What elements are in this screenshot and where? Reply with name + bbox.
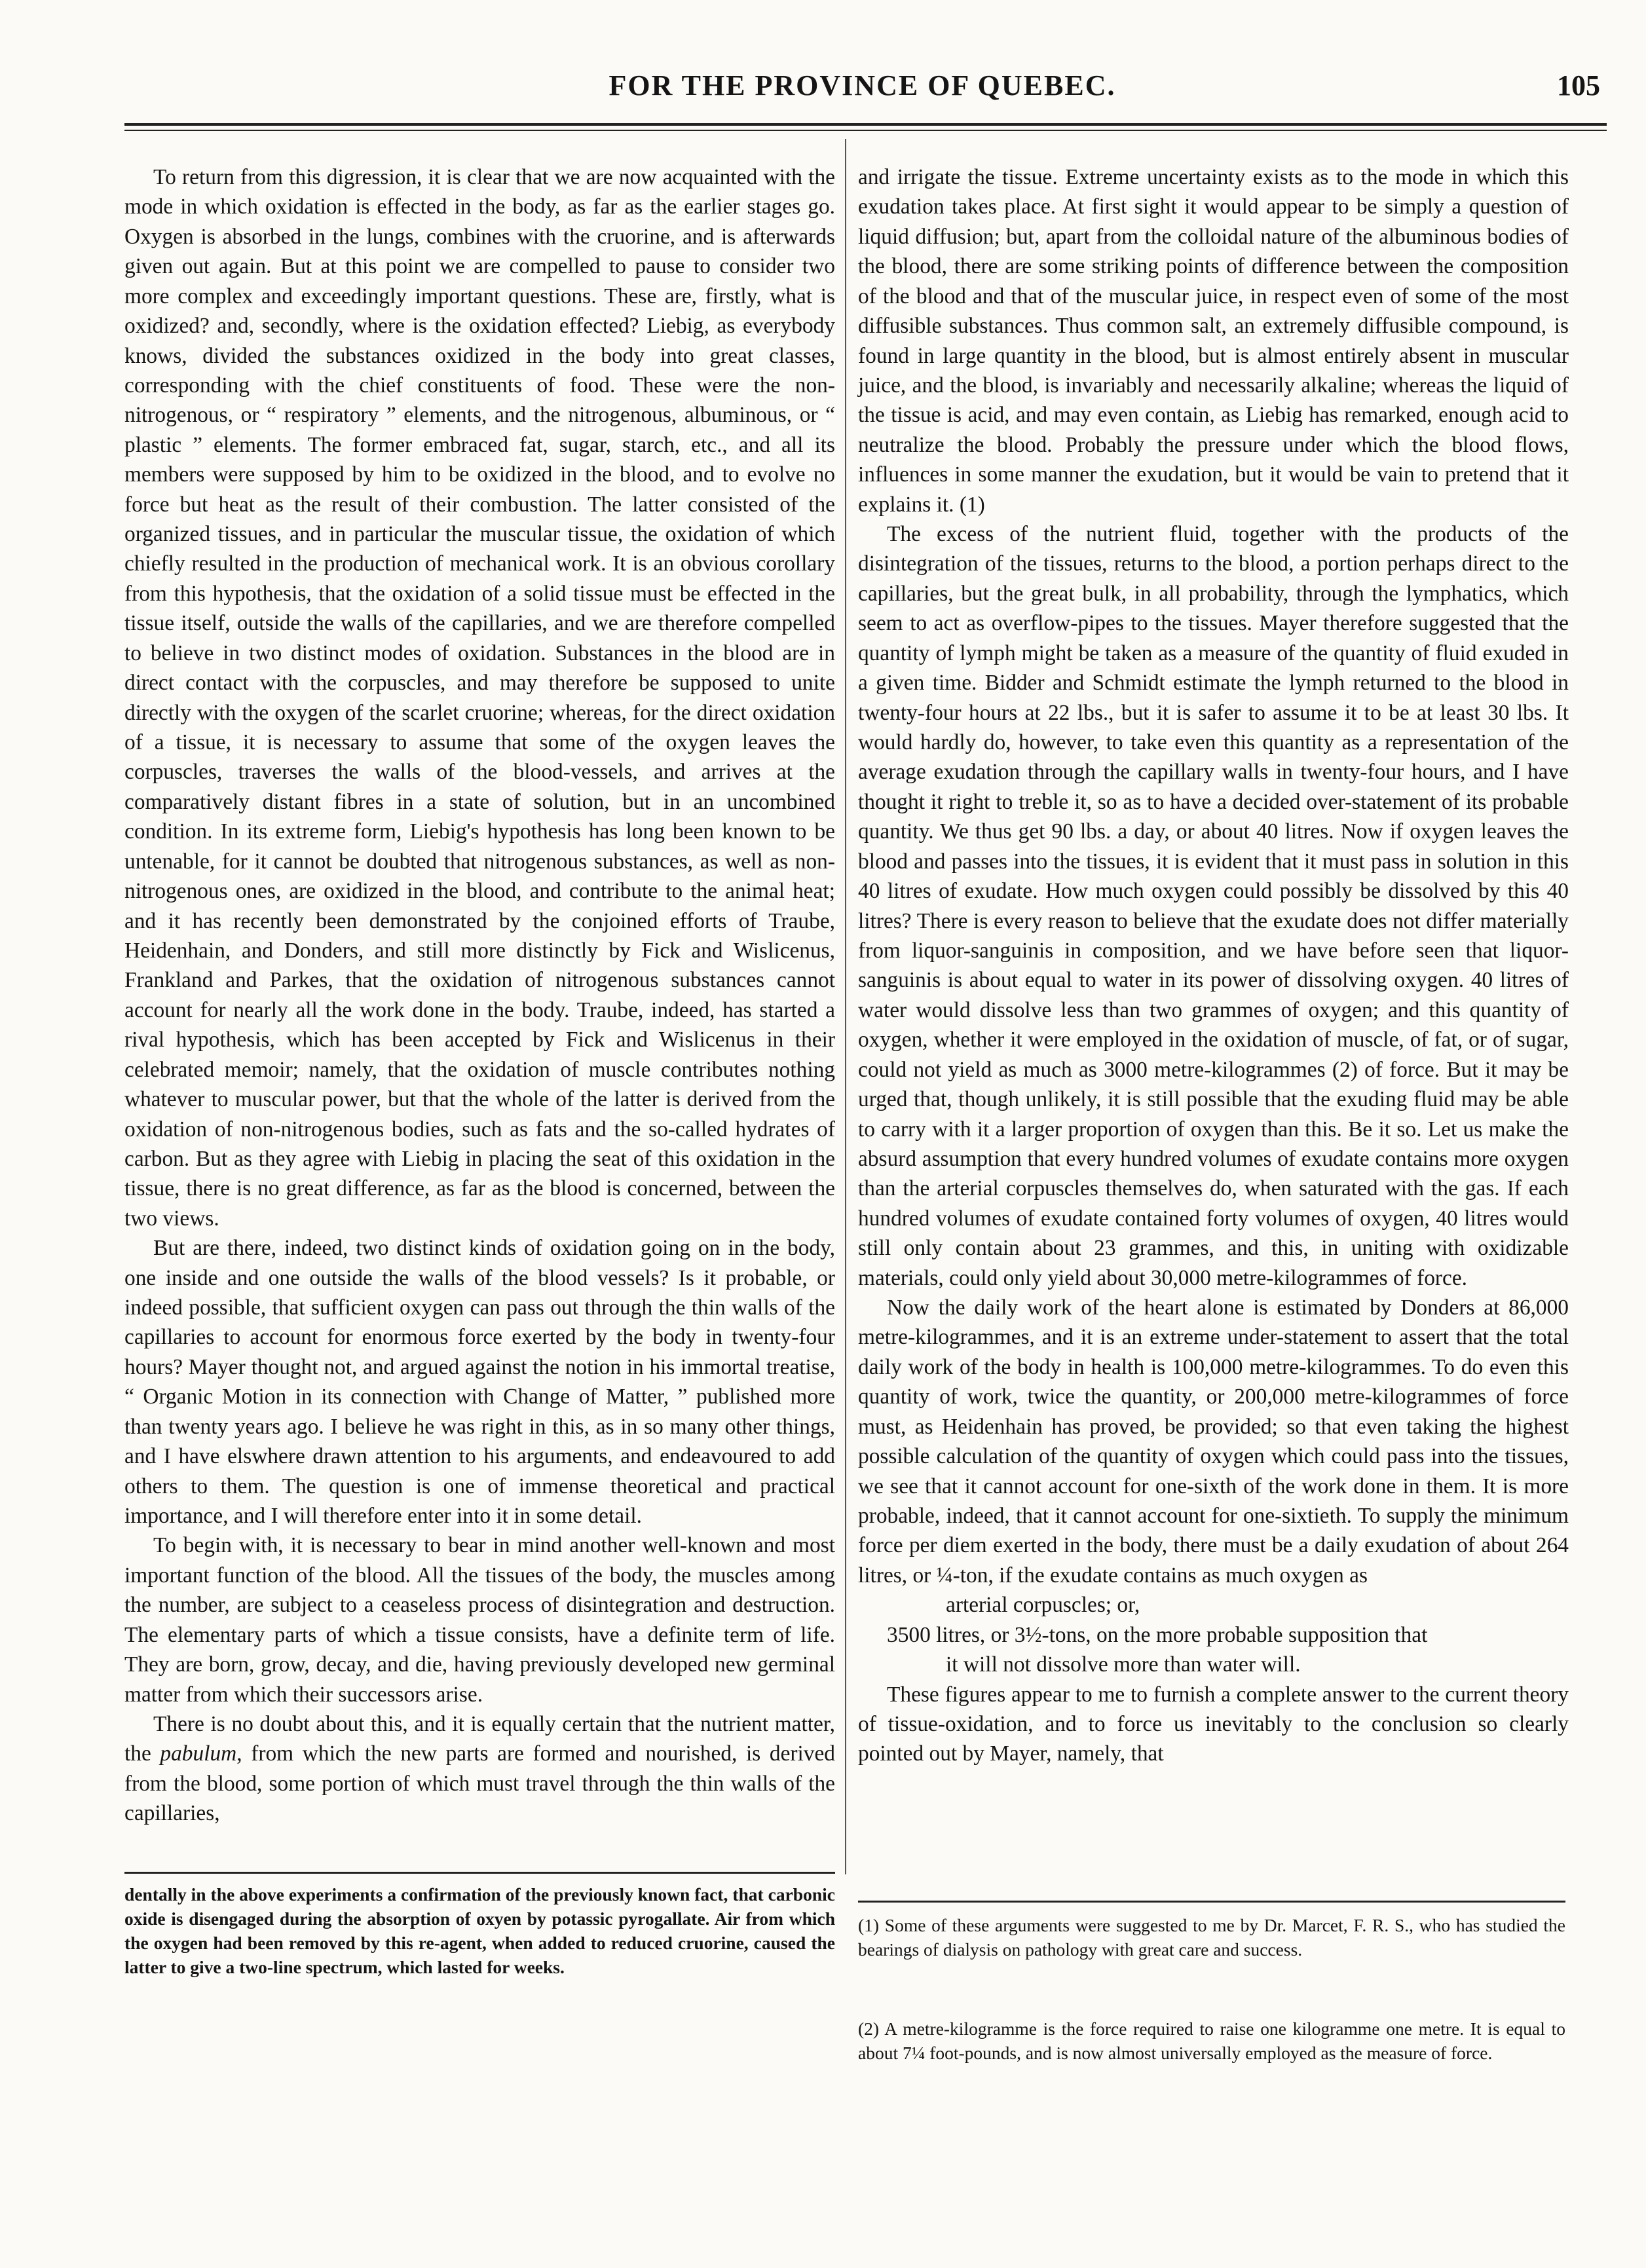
pabulum-term: pabulum xyxy=(160,1741,237,1766)
column-divider xyxy=(845,139,846,1874)
footnote-2: (2) A metre-kilogramme is the force required to raise one kilogramme one metre. It is equal to about 7¼ foot-pounds, and is now almost universally employed as the measure of force. xyxy=(858,2018,1565,2063)
left-paragraph-4-start: There is no doubt about this, and it is equally certain that the nutrient matter, the xyxy=(124,1711,835,1766)
right-paragraph-4: These figures appear to me to furnish a complete answer to the current theory of tissue-oxidation, and to force us inevitably to the conclusion so clearly pointed out by Mayer, namely, that xyxy=(858,1682,1569,1766)
right-column xyxy=(858,162,1569,1870)
left-paragraph-4 xyxy=(124,1709,835,1829)
right-paragraph-3: Now the daily work of the heart alone is estimated by Donders at 86,000 metre-kilogrammes, and it is an extreme under-statement to assert that the total daily work of the body in health is 100,000 metre-kilogrammes. To do even this quantity of work, twice the quantity, or 200,000 metre-kilogrammes of force must, as Heidenhain has proved, be provided; so that even taking the highest possible calculation of the quantity of oxygen which could pass into the tissues, we see that it cannot account for one-sixth of the work done in them. It is more probable, indeed, that it cannot account for one-sixtieth. To supply the minimum force per diem exerted in the body, there must be a daily exudation of about 264 litres, or ¼-ton, if the exudate contains as much oxygen as xyxy=(858,1295,1569,1588)
right-footnote-rule xyxy=(858,1901,1565,1903)
right-paragraph-1: and irrigate the tissue. Extreme uncertainty exists as to the mode in which this exudation takes place. At first sight it would appear to be simply a question of liquid diffusion; but, apart from the colloidal nature of the albuminous bodies of the blood, there are some striking points of difference between the composition of the blood and that of the muscular juice, in respect even of some of the most diffusible substances. Thus common salt, an extremely diffusible compound, is found in large quantity in the blood, but is almost entirely absent in muscular juice, and the blood, is invariably and necessarily alkaline; whereas the liquid of the tissue is acid, and may even contain, as Liebig has remarked, enough acid to neutralize the blood. Probably the pressure under which the blood flows, influences in some manner the exudation, but it would be vain to pretend that it explains it. (1) xyxy=(858,165,1569,517)
left-footnote-rule xyxy=(124,1872,835,1874)
list-line-1: arterial corpuscles; or, xyxy=(946,1593,1140,1618)
right-paragraph-2: The excess of the nutrient fluid, together with the products of the disintegration of the tissues, returns to the blood, a portion perhaps direct to the capillaries, but the great bulk, in all probability, through the lymphatics, which seem to act as overflow-pipes to the tissues. Mayer therefore suggested that the quantity of lymph might be taken as a measure of the quantity of fluid exuded in a given time. Bidder and Schmidt estimate the lymph returned to the blood in twenty-four hours at 22 lbs., but it is safer to assume it to be at least 30 lbs. It would hardly do, however, to take even this quantity as a representation of the average exudation through the capillary walls in twenty-four hours, and I have thought it right to treble it, so as to have a decided over-statement of its probable quantity. We thus get 90 lbs. a day, or about 40 litres. Now if oxygen leaves the blood and passes into the tissues, it is evident that it must pass in solution in this 40 litres of exudate. How much oxygen could possibly be dissolved by this 40 litres? There is every reason to believe that the exudate does not differ materially from liquor-sanguinis in composition, and we have before seen that liquor-sanguinis is about equal to water in its power of dissolving oxygen. 40 litres of water would dissolve less than two grammes of oxygen; and this quantity of oxygen, whether it were employed in the oxidation of muscle, of fat, or of sugar, could not yield as much as 3000 metre-kilogrammes (2) of force. But it may be urged that, though unlikely, it is still possible that the exuding fluid may be able to carry with it a larger proportion of oxygen than this. Be it so. Let us make the absurd assumption that every hundred volumes of exudate contains more oxygen than the arterial corpuscles themselves do, when saturated with the gas. If each hundred volumes of exudate contained forty volumes of oxygen, 40 litres would still only contain about 23 grammes, and this, in uniting with oxidizable materials, could only yield about 30,000 metre-kilogrammes of force. xyxy=(858,522,1569,1290)
left-paragraph-3: To begin with, it is necessary to bear in mind another well-known and most important function of the blood. All the tissues of the body, the muscles among the number, are subject to a ceaseless process of disintegration and destruction. The elementary parts of which a tissue consists, have a definite term of life. They are born, grow, decay, and die, having previously developed new germinal matter from which their successors arise. xyxy=(124,1533,835,1707)
header-rule-thick xyxy=(124,123,1607,126)
left-paragraph-4-end: , from which the new parts are formed and nourished, is derived from the blood, some portion of which must travel through the thin walls of the capillaries, xyxy=(124,1741,835,1826)
list-line-2: 3500 litres, or 3½-tons, on the more probable supposition that xyxy=(887,1622,1428,1647)
list-line-3: it will not dissolve more than water will. xyxy=(946,1652,1301,1677)
left-paragraph-1: To return from this digression, it is clear that we are now acquainted with the mode in which oxidation is effected in the body, as far as the earlier stages go. Oxygen is absorbed in the lungs, combines with the cruorine, and is afterwards given out again. But at this point we are compelled to pause to consider two more complex and exceedingly important questions. These are, firstly, what is oxidized? and, secondly, where is the oxidation effected? Liebig, as everybody knows, divided the substances oxidized in the body into great classes, corresponding with the chief constituents of food. These were the non-nitrogenous, or “ respiratory ” elements, and the nitrogenous, albuminous, or “ plastic ” elements. The former embraced fat, sugar, starch, etc., and all its members were supposed by him to be oxidized in the blood, and to evolve no force but heat as the result of their combustion. The latter consisted of the organized tissues, and in particular the muscular tissue, the oxidation of which chiefly resulted in the production of mechanical work. It is an obvious corollary from this hypothesis, that the oxidation of a solid tissue must be effected in the tissue itself, outside the walls of the capillaries, and we are therefore compelled to believe in two distinct modes of oxidation. Substances in the blood are in direct contact with the corpuscles, and may therefore be supposed to unite directly with the oxygen of the scarlet cruorine; whereas, for the direct oxidation of a tissue, it is necessary to assume that some of the oxygen leaves the corpuscles, traverses the walls of the blood-vessels, and arrives at the comparatively distant fibres in a state of solution, but in an uncombined condition. In its extreme form, Liebig's hypothesis has long been known to be untenable, for it cannot be doubted that nitrogenous substances, as well as non-nitrogenous ones, are oxidized in the blood, and contribute to the animal heat; and it has recently been demonstrated by the conjoined efforts of Traube, Heidenhain, and Donders, and still more distinctly by Fick and Wislicenus, Frankland and Parkes, that the oxidation of nitrogenous substances cannot account for nearly all the work done in the body. Traube, indeed, has started a rival hypothesis, which has been accepted by Fick and Wislicenus in their celebrated memoir; namely, that the oxidation of muscle contributes nothing whatever to muscular power, but that the whole of the latter is derived from the oxidation of non-nitrogenous bodies, such as fats and the so-called hydrates of carbon. But as they agree with Liebig in placing the seat of this oxidation in the tissue, there is no great difference, as far as the blood is concerned, between the two views. xyxy=(124,165,835,1231)
footnote-1: (1) Some of these arguments were suggested to me by Dr. Marcet, F. R. S., who has studied the bearings of dialysis on pathology with great care and success. xyxy=(858,1915,1565,1960)
left-column xyxy=(124,162,835,1870)
running-title: FOR THE PROVINCE OF QUEBEC. xyxy=(608,69,1116,102)
header-rule-thin xyxy=(124,130,1607,131)
page-number: 105 xyxy=(1557,69,1600,102)
page-header xyxy=(124,69,1600,115)
left-footnote: dentally in the above experiments a confirmation of the previously known fact, that carbonic oxide is disengaged during the absorption of oxyen by potassic pyrogallate. Air from which the oxygen had been removed by this re-agent, when added to reduced cruorine, caused the latter to give a two-line spectrum, which lasted for weeks. xyxy=(124,1884,835,1977)
left-paragraph-2: But are there, indeed, two distinct kinds of oxidation going on in the body, one inside and one outside the walls of the blood vessels? Is it probable, or indeed possible, that sufficient oxygen can pass out through the thin walls of the capillaries to account for enormous force exerted by the body in twenty-four hours? Mayer thought not, and argued against the notion in his immortal treatise, “ Organic Motion in its connection with Change of Matter, ” published more than twenty years ago. I believe he was right in this, as in so many other things, and I have elswhere drawn attention to his arguments, and endeavoured to add others to them. The question is one of immense theoretical and practical importance, and I will therefore enter into it in some detail. xyxy=(124,1236,835,1528)
